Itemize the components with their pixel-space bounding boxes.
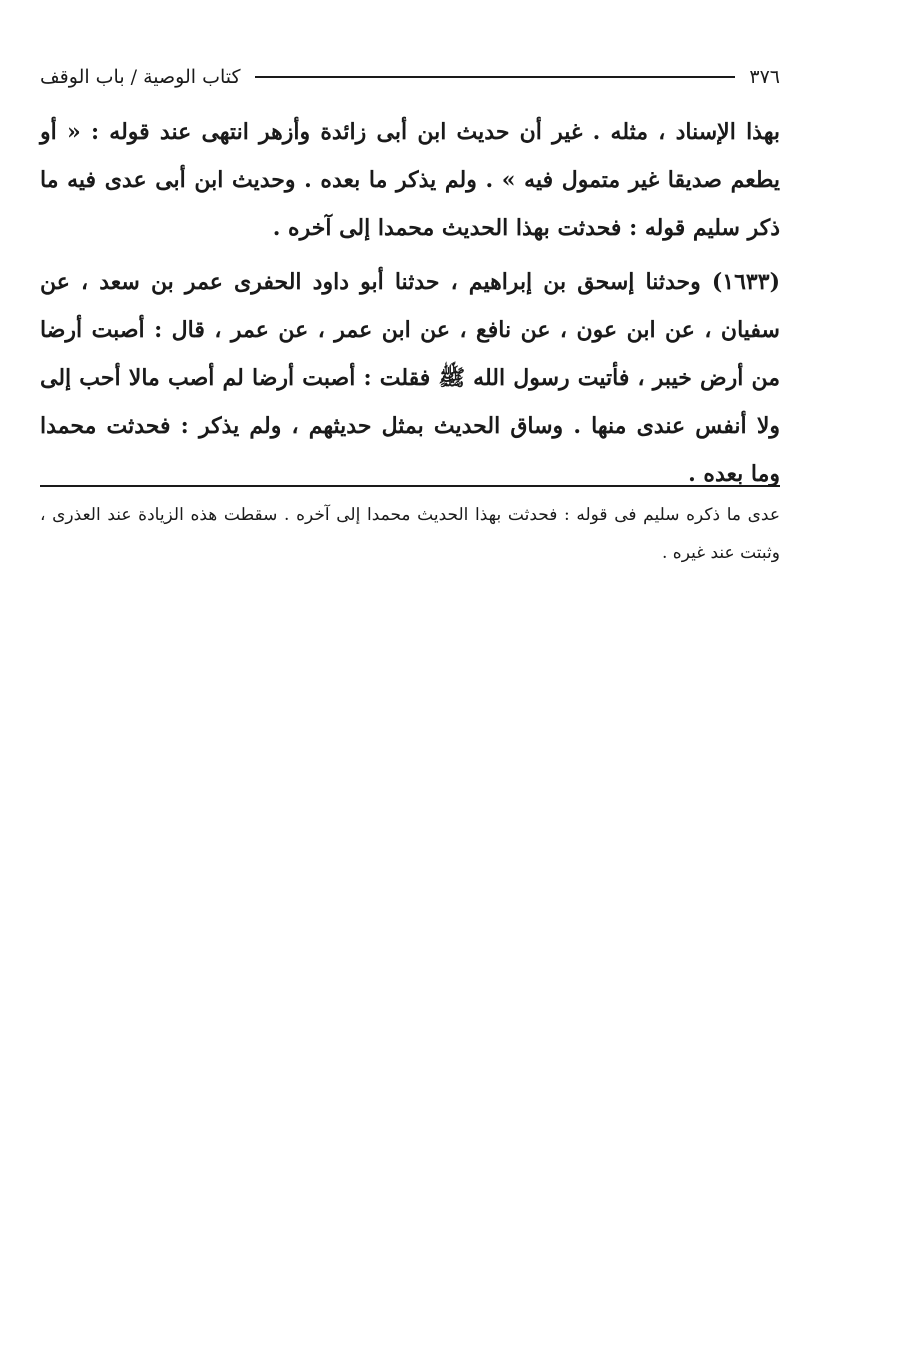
paragraph-2-container	[40, 258, 780, 498]
hadith-number: (١٦٣٣)	[711, 269, 780, 295]
chapter-title: كتاب الوصية / باب الوقف	[40, 66, 241, 88]
page-number: ٣٧٦	[749, 66, 780, 88]
footnote-text: عدى ما ذكره سليم فى قوله : فحدثت بهذا الحديث محمدا إلى آخره . سقطت هذه الزيادة عند العذرى ، وثبتت عند غيره .	[40, 505, 780, 563]
paragraph-2: وحدثنا إسحق بن إبراهيم ، حدثنا أبو داود الحفرى عمر بن سعد ، عن سفيان ، عن ابن عون ، عن نافع ، عن ابن عمر ، عن عمر ، قال : أصبت أرضا من أرض خيبر ، فأتيت رسول الله ﷺ فقلت : أصبت أرضا لم أصب مالا أحب إلى ولا أنفس عندى منها . وساق الحديث بمثل حديثهم ، ولم يذكر : فحدثت محمدا وما بعده .	[40, 269, 780, 487]
paragraph-1: بهذا الإسناد ، مثله . غير أن حديث ابن أبى زائدة وأزهر انتهى عند قوله : « أو يطعم صديقا غير متمول فيه » . ولم يذكر ما بعده . وحديث ابن أبى عدى فيه ما ذكر سليم قوله : فحدثت بهذا الحديث محمدا إلى آخره .	[40, 119, 780, 241]
header-rule	[255, 76, 736, 78]
footnote-rule	[40, 485, 780, 487]
running-header	[40, 62, 780, 92]
main-text	[40, 108, 780, 504]
footnote	[40, 496, 780, 572]
